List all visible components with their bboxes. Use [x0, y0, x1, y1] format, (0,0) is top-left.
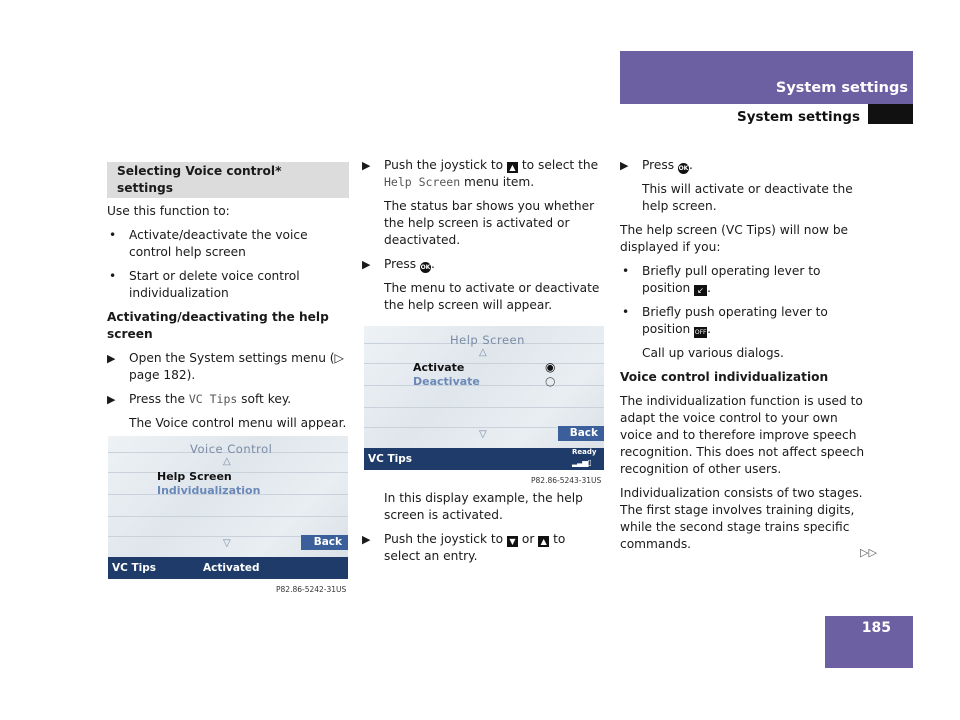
down-arrow-icon: ▽ — [479, 429, 487, 440]
column-1 — [107, 162, 349, 439]
step: ▶ Open the System settings menu (▷ page 182). — [107, 351, 344, 382]
menu-item: Individualization — [157, 484, 261, 497]
ok-button-icon: OK — [678, 165, 689, 172]
paragraph: The individualization function is used to adapt the voice control to your own voice and to therefore improve speech recognition. This does not affect speech recognition of other users. — [620, 394, 865, 476]
paragraph: Individualization consists of two stages. The first stage involves training digits, while the second stage trains specific commands. — [620, 486, 863, 551]
step-arrow-icon: ▶ — [362, 258, 371, 271]
step-arrow-icon: ▶ — [107, 352, 116, 365]
example-text: In this display example, the help screen is activated. — [384, 491, 583, 522]
status-bar — [364, 448, 604, 470]
menu-item-label: Help Screen — [384, 175, 461, 189]
screen-title: Help Screen — [450, 333, 525, 347]
soft-key-label: VC Tips — [188, 392, 238, 406]
list-item: • Activate/deactivate the voice control help screen — [109, 228, 308, 259]
list-item: • Briefly push operating lever to position OFF. — [622, 305, 828, 336]
step: ▶ Push the joystick to ▼ or ▲ to select an entry. — [362, 532, 566, 563]
intro-text: Use this function to: — [107, 204, 230, 218]
lever-pull-icon: ↙ — [694, 285, 707, 296]
up-arrow-icon: △ — [223, 456, 231, 467]
step-result: The status bar shows you whether the help screen is activated or deactivated. — [384, 199, 595, 247]
step: ▶ Press the VC Tips soft key. — [107, 392, 292, 406]
status-value: Activated — [203, 562, 260, 574]
page-subtitle: System settings — [737, 109, 860, 125]
column-2 — [362, 157, 604, 321]
step-arrow-icon: ▶ — [107, 393, 116, 406]
display-screenshot-help-screen — [364, 326, 604, 470]
ready-indicator: Ready — [572, 448, 597, 456]
step-arrow-icon: ▶ — [620, 159, 629, 172]
joystick-up-icon: ▲ — [538, 536, 549, 547]
paragraph: The help screen (VC Tips) will now be displayed if you: — [620, 223, 849, 254]
step-arrow-icon: ▶ — [362, 159, 371, 172]
menu-item: Deactivate — [413, 375, 480, 388]
menu-item: Activate — [413, 361, 465, 374]
status-bar — [108, 557, 348, 579]
column-2-continued — [362, 490, 604, 572]
joystick-up-icon: ▲ — [507, 162, 518, 173]
step-result: The Voice control menu will appear. — [129, 416, 347, 430]
figure-caption: P82.86-5243-31US — [531, 476, 602, 485]
status-bar-label: VC Tips — [112, 562, 157, 574]
subheading: Voice control individualization — [620, 370, 829, 384]
bullet-icon: • — [109, 228, 117, 242]
down-arrow-icon: ▽ — [223, 538, 231, 549]
signal-level-icon: ▂▃▅▯ — [572, 458, 591, 467]
header-tab — [868, 104, 913, 124]
status-bar-label: VC Tips — [368, 453, 413, 465]
section-title: System settings — [775, 80, 908, 96]
radio-unselected-icon[interactable]: ○ — [545, 374, 556, 388]
display-screenshot-voice-control — [108, 436, 348, 579]
step-result: This will activate or deactivate the help screen. — [642, 182, 853, 213]
bullet-icon: • — [622, 305, 630, 319]
step: ▶ Press OK. — [362, 257, 435, 271]
step: ▶ Press OK. — [620, 158, 693, 172]
subheading: Activating/deactivating the help screen — [107, 310, 329, 341]
radio-selected-icon[interactable]: ◉ — [545, 360, 556, 374]
figure-caption: P82.86-5242-31US — [276, 585, 347, 594]
bullet-icon: • — [622, 264, 630, 278]
bullet-icon: • — [109, 269, 117, 283]
step-arrow-icon: ▶ — [362, 533, 371, 546]
screen-title: Voice Control — [190, 442, 273, 456]
step-result: Call up various dialogs. — [642, 346, 784, 360]
lever-push-off-icon: OFF — [694, 329, 707, 336]
column-3 — [620, 157, 865, 560]
back-button[interactable]: Back — [301, 535, 348, 550]
up-arrow-icon: △ — [479, 347, 487, 358]
header-bar — [620, 51, 913, 104]
ok-button-icon: OK — [420, 264, 431, 271]
list-item: • Start or delete voice control individualization — [109, 269, 300, 300]
list-item: • Briefly pull operating lever to position ↙ . — [622, 264, 821, 295]
joystick-down-icon: ▼ — [507, 536, 518, 547]
menu-item: Help Screen — [157, 470, 232, 483]
back-button[interactable]: Back — [558, 426, 604, 441]
continue-arrow-icon: ▷▷ — [860, 546, 877, 559]
step: ▶ Push the joystick to ▲ to select the Help Screen menu item. — [362, 158, 599, 189]
step-result: The menu to activate or deactivate the help screen will appear. — [384, 281, 600, 312]
section-heading: Selecting Voice control* settings — [107, 162, 349, 198]
page-number: 185 — [861, 620, 891, 636]
